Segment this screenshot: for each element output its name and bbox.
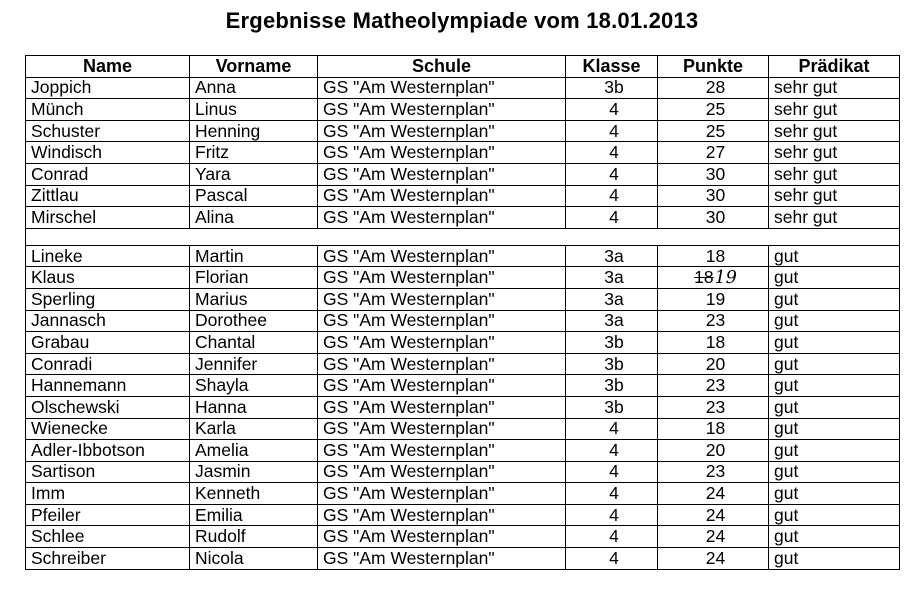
cell-name: Windisch bbox=[26, 142, 190, 164]
table-row bbox=[26, 461, 900, 483]
table-row bbox=[26, 548, 900, 570]
cell-name: Wienecke bbox=[26, 418, 190, 440]
table-row bbox=[26, 440, 900, 462]
cell-klasse: 4 bbox=[566, 142, 658, 164]
cell-schule: GS "Am Westernplan" bbox=[318, 375, 566, 397]
cell-schule: GS "Am Westernplan" bbox=[318, 504, 566, 526]
table-row bbox=[26, 396, 900, 418]
cell-punkte: 18 bbox=[658, 332, 769, 354]
cell-vorname: Martin bbox=[190, 245, 318, 267]
cell-praedikat: sehr gut bbox=[769, 120, 900, 142]
table-row bbox=[26, 504, 900, 526]
cell-praedikat: gut bbox=[769, 483, 900, 505]
cell-praedikat: sehr gut bbox=[769, 185, 900, 207]
table-row bbox=[26, 483, 900, 505]
cell-schule: GS "Am Westernplan" bbox=[318, 310, 566, 332]
table-row bbox=[26, 120, 900, 142]
cell-vorname: Fritz bbox=[190, 142, 318, 164]
cell-praedikat: gut bbox=[769, 310, 900, 332]
cell-klasse: 3b bbox=[566, 353, 658, 375]
cell-vorname: Pascal bbox=[190, 185, 318, 207]
cell-punkte: 24 bbox=[658, 483, 769, 505]
cell-name: Sperling bbox=[26, 288, 190, 310]
table-row bbox=[26, 288, 900, 310]
cell-praedikat: sehr gut bbox=[769, 99, 900, 121]
table-row bbox=[26, 99, 900, 121]
cell-name: Schreiber bbox=[26, 548, 190, 570]
cell-vorname: Marius bbox=[190, 288, 318, 310]
group-gut bbox=[26, 245, 900, 569]
cell-schule: GS "Am Westernplan" bbox=[318, 288, 566, 310]
header-row bbox=[26, 56, 900, 78]
cell-klasse: 3a bbox=[566, 267, 658, 289]
group-sehr-gut bbox=[26, 77, 900, 228]
cell-klasse: 4 bbox=[566, 440, 658, 462]
cell-punkte: 18 bbox=[658, 418, 769, 440]
cell-schule: GS "Am Westernplan" bbox=[318, 245, 566, 267]
cell-praedikat: gut bbox=[769, 418, 900, 440]
punkte-handwritten-correction: 19 bbox=[714, 267, 737, 288]
cell-vorname: Shayla bbox=[190, 375, 318, 397]
separator-row bbox=[26, 228, 900, 245]
cell-schule: GS "Am Westernplan" bbox=[318, 440, 566, 462]
cell-vorname: Nicola bbox=[190, 548, 318, 570]
cell-klasse: 3a bbox=[566, 310, 658, 332]
cell-vorname: Rudolf bbox=[190, 526, 318, 548]
cell-punkte: 30 bbox=[658, 185, 769, 207]
cell-punkte: 20 bbox=[658, 353, 769, 375]
cell-name: Münch bbox=[26, 99, 190, 121]
punkte-printed: 18 bbox=[694, 266, 714, 287]
column-header-vorname: Vorname bbox=[190, 56, 318, 78]
cell-klasse: 4 bbox=[566, 504, 658, 526]
cell-vorname: Amelia bbox=[190, 440, 318, 462]
cell-name: Schuster bbox=[26, 120, 190, 142]
cell-vorname: Henning bbox=[190, 120, 318, 142]
cell-name: Adler-Ibbotson bbox=[26, 440, 190, 462]
cell-schule: GS "Am Westernplan" bbox=[318, 461, 566, 483]
cell-name: Zittlau bbox=[26, 185, 190, 207]
cell-praedikat: gut bbox=[769, 288, 900, 310]
cell-punkte: 20 bbox=[658, 440, 769, 462]
cell-punkte: 27 bbox=[658, 142, 769, 164]
cell-praedikat: gut bbox=[769, 245, 900, 267]
cell-klasse: 3b bbox=[566, 332, 658, 354]
cell-klasse: 4 bbox=[566, 418, 658, 440]
column-header-praedikat: Prädikat bbox=[769, 56, 900, 78]
cell-vorname: Kenneth bbox=[190, 483, 318, 505]
cell-name: Hannemann bbox=[26, 375, 190, 397]
cell-vorname: Chantal bbox=[190, 332, 318, 354]
cell-praedikat: gut bbox=[769, 332, 900, 354]
cell-schule: GS "Am Westernplan" bbox=[318, 163, 566, 185]
cell-praedikat: gut bbox=[769, 440, 900, 462]
table-row bbox=[26, 526, 900, 548]
cell-punkte: 30 bbox=[658, 207, 769, 229]
table-row bbox=[26, 267, 900, 289]
cell-punkte: 30 bbox=[658, 163, 769, 185]
cell-klasse: 4 bbox=[566, 99, 658, 121]
cell-klasse: 4 bbox=[566, 461, 658, 483]
cell-schule: GS "Am Westernplan" bbox=[318, 332, 566, 354]
cell-punkte: 18 bbox=[658, 245, 769, 267]
cell-vorname: Karla bbox=[190, 418, 318, 440]
cell-schule: GS "Am Westernplan" bbox=[318, 483, 566, 505]
table-row bbox=[26, 207, 900, 229]
cell-name: Pfeiler bbox=[26, 504, 190, 526]
cell-praedikat: gut bbox=[769, 548, 900, 570]
cell-name: Schlee bbox=[26, 526, 190, 548]
cell-name: Conradi bbox=[26, 353, 190, 375]
cell-schule: GS "Am Westernplan" bbox=[318, 548, 566, 570]
cell-schule: GS "Am Westernplan" bbox=[318, 77, 566, 99]
cell-punkte: 28 bbox=[658, 77, 769, 99]
cell-klasse: 3a bbox=[566, 245, 658, 267]
cell-praedikat: gut bbox=[769, 267, 900, 289]
cell-klasse: 4 bbox=[566, 163, 658, 185]
table-row bbox=[26, 353, 900, 375]
cell-schule: GS "Am Westernplan" bbox=[318, 526, 566, 548]
table-row bbox=[26, 163, 900, 185]
cell-schule: GS "Am Westernplan" bbox=[318, 142, 566, 164]
table-row bbox=[26, 332, 900, 354]
cell-praedikat: gut bbox=[769, 353, 900, 375]
cell-praedikat: sehr gut bbox=[769, 142, 900, 164]
cell-name: Grabau bbox=[26, 332, 190, 354]
cell-schule: GS "Am Westernplan" bbox=[318, 207, 566, 229]
cell-name: Mirschel bbox=[26, 207, 190, 229]
cell-punkte: 24 bbox=[658, 526, 769, 548]
cell-punkte: 25 bbox=[658, 99, 769, 121]
cell-praedikat: sehr gut bbox=[769, 77, 900, 99]
table-row bbox=[26, 245, 900, 267]
cell-vorname: Emilia bbox=[190, 504, 318, 526]
cell-punkte: 23 bbox=[658, 396, 769, 418]
cell-name: Sartison bbox=[26, 461, 190, 483]
cell-punkte: 24 bbox=[658, 504, 769, 526]
cell-praedikat: sehr gut bbox=[769, 163, 900, 185]
cell-praedikat: sehr gut bbox=[769, 207, 900, 229]
cell-praedikat: gut bbox=[769, 396, 900, 418]
cell-klasse: 3b bbox=[566, 396, 658, 418]
cell-praedikat: gut bbox=[769, 461, 900, 483]
column-header-punkte: Punkte bbox=[658, 56, 769, 78]
cell-vorname: Hanna bbox=[190, 396, 318, 418]
cell-praedikat: gut bbox=[769, 526, 900, 548]
cell-klasse: 3b bbox=[566, 77, 658, 99]
cell-name: Lineke bbox=[26, 245, 190, 267]
cell-vorname: Yara bbox=[190, 163, 318, 185]
cell-klasse: 4 bbox=[566, 483, 658, 505]
column-header-schule: Schule bbox=[318, 56, 566, 78]
table-row bbox=[26, 142, 900, 164]
cell-vorname: Florian bbox=[190, 267, 318, 289]
cell-name: Conrad bbox=[26, 163, 190, 185]
cell-punkte: 23 bbox=[658, 375, 769, 397]
cell-praedikat: gut bbox=[769, 504, 900, 526]
table-row bbox=[26, 375, 900, 397]
group-separator bbox=[26, 228, 900, 245]
cell-klasse: 4 bbox=[566, 548, 658, 570]
cell-schule: GS "Am Westernplan" bbox=[318, 396, 566, 418]
cell-vorname: Anna bbox=[190, 77, 318, 99]
cell-praedikat: gut bbox=[769, 375, 900, 397]
table-row bbox=[26, 185, 900, 207]
cell-klasse: 3a bbox=[566, 288, 658, 310]
cell-schule: GS "Am Westernplan" bbox=[318, 120, 566, 142]
table-row bbox=[26, 310, 900, 332]
cell-punkte: 19 bbox=[658, 288, 769, 310]
cell-klasse: 4 bbox=[566, 207, 658, 229]
cell-name: Jannasch bbox=[26, 310, 190, 332]
cell-vorname: Alina bbox=[190, 207, 318, 229]
cell-punkte bbox=[658, 267, 769, 289]
cell-schule: GS "Am Westernplan" bbox=[318, 267, 566, 289]
cell-schule: GS "Am Westernplan" bbox=[318, 99, 566, 121]
results-table bbox=[25, 55, 900, 570]
cell-klasse: 4 bbox=[566, 120, 658, 142]
cell-name: Imm bbox=[26, 483, 190, 505]
cell-schule: GS "Am Westernplan" bbox=[318, 353, 566, 375]
cell-vorname: Jasmin bbox=[190, 461, 318, 483]
cell-punkte: 25 bbox=[658, 120, 769, 142]
column-header-name: Name bbox=[26, 56, 190, 78]
cell-klasse: 3b bbox=[566, 375, 658, 397]
cell-punkte: 24 bbox=[658, 548, 769, 570]
column-header-klasse: Klasse bbox=[566, 56, 658, 78]
page-title: Ergebnisse Matheolympiade vom 18.01.2013 bbox=[225, 8, 699, 33]
cell-name: Olschewski bbox=[26, 396, 190, 418]
cell-schule: GS "Am Westernplan" bbox=[318, 418, 566, 440]
cell-klasse: 4 bbox=[566, 526, 658, 548]
table-row bbox=[26, 418, 900, 440]
cell-vorname: Jennifer bbox=[190, 353, 318, 375]
cell-schule: GS "Am Westernplan" bbox=[318, 185, 566, 207]
table-row bbox=[26, 77, 900, 99]
cell-klasse: 4 bbox=[566, 185, 658, 207]
cell-name: Klaus bbox=[26, 267, 190, 289]
cell-name: Joppich bbox=[26, 77, 190, 99]
cell-vorname: Dorothee bbox=[190, 310, 318, 332]
cell-vorname: Linus bbox=[190, 99, 318, 121]
cell-punkte: 23 bbox=[658, 461, 769, 483]
cell-punkte: 23 bbox=[658, 310, 769, 332]
